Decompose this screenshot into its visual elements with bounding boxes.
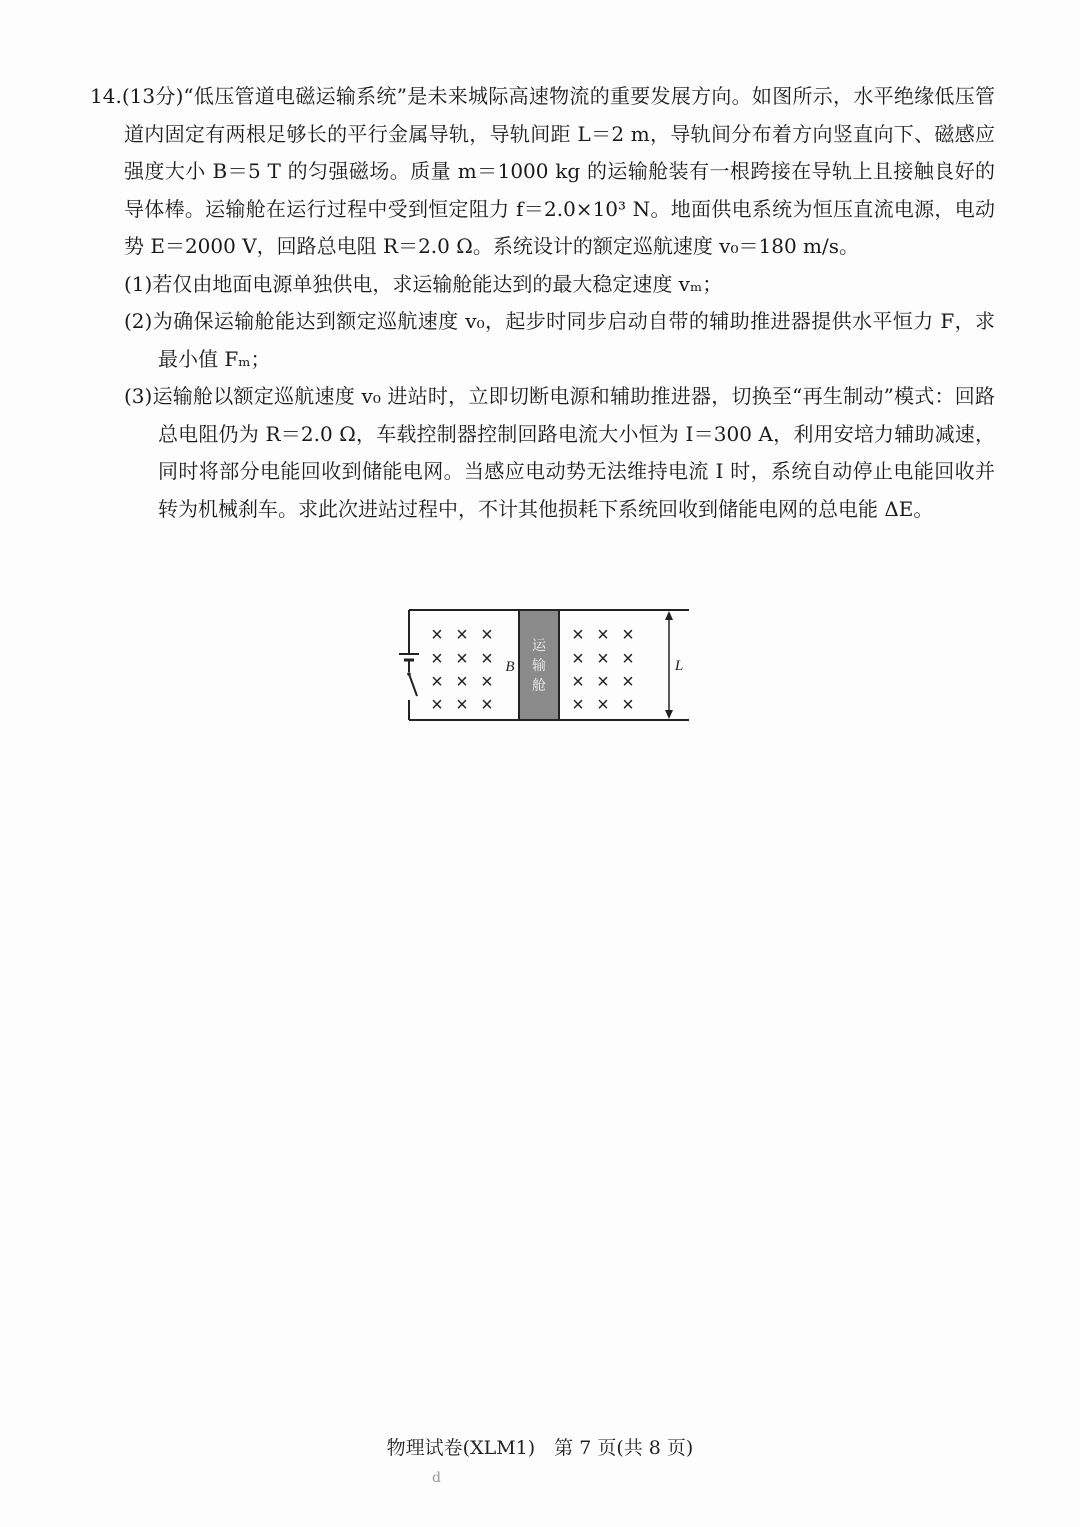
field-cross: × <box>431 694 443 716</box>
question-stem <box>90 78 995 266</box>
circuit-diagram <box>395 604 705 726</box>
cabin-label-1: 运 <box>532 638 546 654</box>
magnetic-field-left <box>431 624 493 716</box>
sub-question-1: (1)若仅由地面电源单独供电，求运输舱能达到的最大稳定速度 vₘ； <box>124 271 723 296</box>
field-cross: × <box>572 648 584 670</box>
field-cross: × <box>481 694 493 716</box>
field-cross: × <box>622 624 634 646</box>
field-cross: × <box>456 694 468 716</box>
field-cross: × <box>456 648 468 670</box>
sub-question-3: (3)运输舱以额定巡航速度 v₀ 进站时，立即切断电源和辅助推进器，切换至“再生制动”模式：回路总电阻仍为 R＝2.0 Ω，车载控制器控制回路电流大小恒为 I＝300 A，利用安培力辅助减速，同时将部分电能回收到储能电网。当感应电动势无法维持电流 I 时，系统自动停止电能回收并转为机械刹车。求此次进站过程中，不计其他损耗下系统回收到储能电网的总电能 ΔE。 <box>124 384 995 521</box>
field-cross: × <box>622 694 634 716</box>
field-cross: × <box>481 648 493 670</box>
spacing-arrow-head-bottom <box>665 710 673 719</box>
field-cross: × <box>622 648 634 670</box>
field-cross: × <box>597 694 609 716</box>
page-footer: 物理试卷(XLM1) 第 7 页(共 8 页) <box>386 1437 694 1459</box>
magnetic-field-right <box>572 624 634 716</box>
sub-question-2: (2)为确保运输舱能达到额定巡航速度 v₀，起步时同步启动自带的辅助推进器提供水平恒力 F，求最小值 Fₘ； <box>124 309 995 371</box>
field-cross: × <box>597 648 609 670</box>
switch-blade <box>409 674 417 696</box>
spacing-arrow-head-top <box>665 611 673 620</box>
cabin-label-2: 输 <box>532 658 546 674</box>
spacing-label-l: L <box>674 658 684 674</box>
field-cross: × <box>622 671 634 693</box>
field-cross: × <box>572 624 584 646</box>
field-cross: × <box>597 671 609 693</box>
field-cross: × <box>431 624 443 646</box>
scan-mark: d <box>432 1470 441 1486</box>
cabin-label-3: 舱 <box>532 678 546 694</box>
field-cross: × <box>431 648 443 670</box>
field-label-b: B <box>505 659 515 675</box>
field-cross: × <box>481 671 493 693</box>
field-cross: × <box>597 624 609 646</box>
field-cross: × <box>456 624 468 646</box>
question-number: 14. <box>90 84 122 108</box>
field-cross: × <box>572 671 584 693</box>
field-cross: × <box>456 671 468 693</box>
question-14 <box>90 78 995 528</box>
field-cross: × <box>481 624 493 646</box>
question-stem-text: (13分)“低压管道电磁运输系统”是未来城际高速物流的重要发展方向。如图所示，水平绝缘低压管道内固定有两根足够长的平行金属导轨，导轨间距 L＝2 m，导轨间分布着方向竖直向下、磁感应强度大小 B＝5 T 的匀强磁场。质量 m＝1000 kg 的运输舱装有一根跨接在导轨上且接触良好的导体棒。运输舱在运行过程中受到恒定阻力 f＝2.0×10³ N。地面供电系统为恒压直流电源，电动势 E＝2000 V，回路总电阻 R＝2.0 Ω。系统设计的额定巡航速度 v₀＝180 m/s。 <box>121 84 995 258</box>
field-cross: × <box>572 694 584 716</box>
field-cross: × <box>431 671 443 693</box>
